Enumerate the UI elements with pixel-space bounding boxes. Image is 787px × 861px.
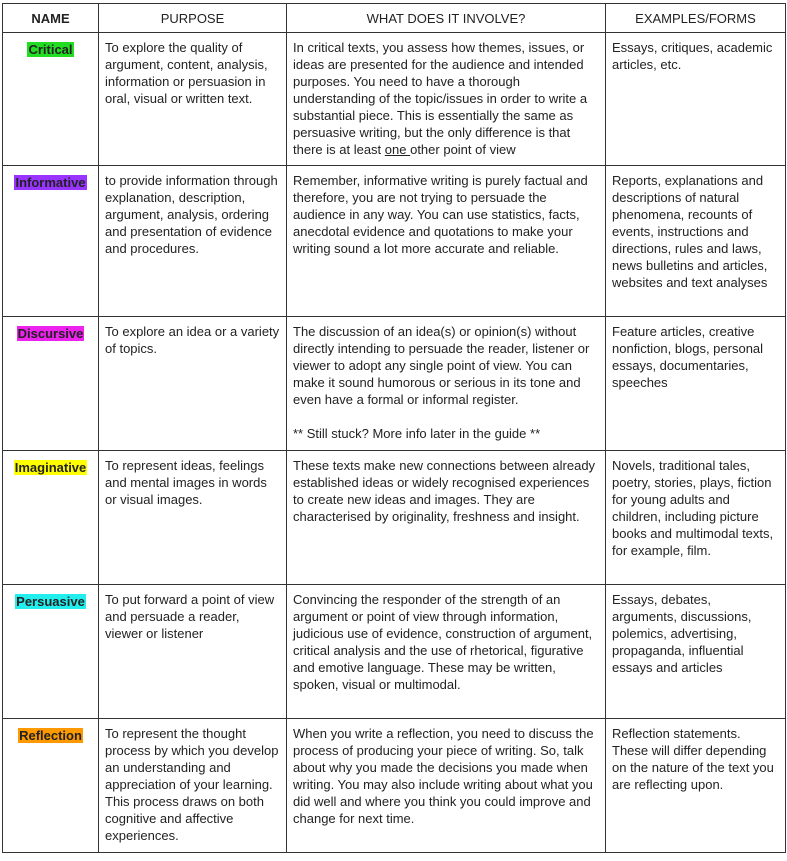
type-label-discursive: Discursive [17,326,84,341]
examples-cell: Essays, debates, arguments, discussions, polemics, advertising, propaganda, influential essays and articles [606,585,786,719]
table-row [3,719,786,853]
type-label-persuasive: Persuasive [16,594,85,609]
table-row [3,451,786,585]
examples-cell: Essays, critiques, academic articles, etc. [606,33,786,166]
examples-cell: Novels, traditional tales, poetry, stories, plays, fiction for young adults and children, including picture books and multimodal texts, for example, film. [606,451,786,585]
table-row [3,166,786,317]
header-involve: WHAT DOES IT INVOLVE? [287,4,606,33]
header-examples: EXAMPLES/FORMS [606,4,786,33]
purpose-cell: To put forward a point of view and persuade a reader, viewer or listener [99,585,287,719]
more-info-note: ** Still stuck? More info later in the guide ** [293,426,541,441]
header-row [3,4,786,33]
underlined-word: one [384,142,411,157]
purpose-cell: To explore an idea or a variety of topics. [99,317,287,451]
type-label-imaginative: Imaginative [14,460,87,475]
table-row [3,33,786,166]
examples-cell: Reports, explanations and descriptions of natural phenomena, recounts of events, instructions and directions, rules and laws, news bulletins and articles, websites and text analyses [606,166,786,317]
table-row [3,317,786,451]
type-label-informative: Informative [15,175,86,190]
involve-cell: The discussion of an idea(s) or opinion(s) without directly intending to persuade the reader, listener or viewer to adopt any single point of view. You can make it sound humorous or serious in its tone and even have a formal or informal register. ** Still stuck? More info later in the guide ** [287,317,606,451]
purpose-cell: To represent ideas, feelings and mental images in words or visual images. [99,451,287,585]
involve-cell: In critical texts, you assess how themes, issues, or ideas are presented for the audience and intended purposes. You need to have a thorough understanding of the topic/issues in order to write a substantial piece. This is essentially the same as persuasive writing, but the only difference is that there is at least one other point of view [287,33,606,166]
header-name: NAME [3,4,99,33]
header-purpose: PURPOSE [99,4,287,33]
purpose-cell: to provide information through explanation, description, argument, analysis, ordering and presentation of evidence and procedures. [99,166,287,317]
text-types-table [2,3,786,853]
examples-cell: Feature articles, creative nonfiction, blogs, personal essays, documentaries, speeches [606,317,786,451]
involve-cell: Remember, informative writing is purely factual and therefore, you are not trying to persuade the audience in any way. You can use statistics, facts, anecdotal evidence and quotations to make your writing sound a lot more accurate and reliable. [287,166,606,317]
table-row [3,585,786,719]
involve-cell: Convincing the responder of the strength of an argument or point of view through information, judicious use of evidence, construction of argument, critical analysis and the use of rhetorical, figurative and emotive language. These may be written, spoken, visual or multimodal. [287,585,606,719]
purpose-cell: To represent the thought process by which you develop an understanding and appreciation of your learning. This process draws on both cognitive and affective experiences. [99,719,287,853]
type-label-reflection: Reflection [19,728,82,743]
examples-cell: Reflection statements. These will differ depending on the nature of the text you are reflecting upon. [606,719,786,853]
purpose-cell: To explore the quality of argument, content, analysis, information or persuasion in oral, visual or written text. [99,33,287,166]
involve-cell: When you write a reflection, you need to discuss the process of producing your piece of writing. So, talk about why you made the decisions you made when writing. You may also include writing about what you did well and where you think you could improve and change for next time. [287,719,606,853]
involve-cell: These texts make new connections between already established ideas or widely recognised experiences to create new ideas and images. They are characterised by originality, freshness and insight. [287,451,606,585]
type-label-critical: Critical [28,42,73,57]
